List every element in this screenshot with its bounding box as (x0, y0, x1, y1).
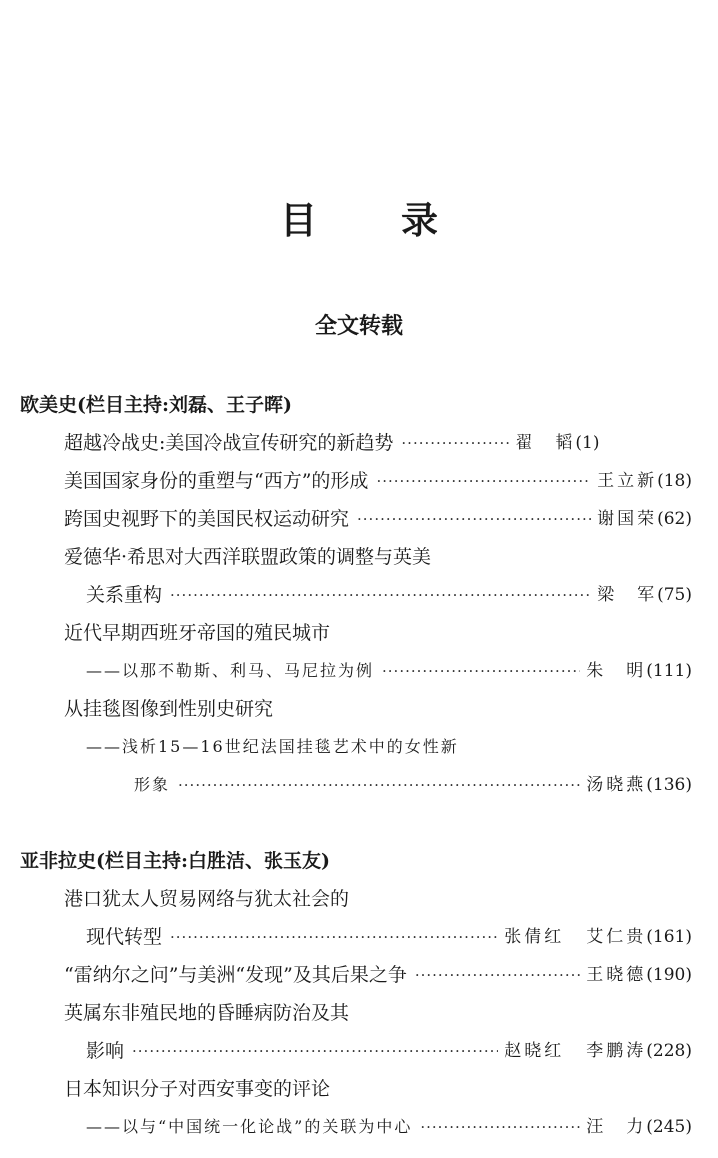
toc-entry[interactable] (64, 960, 692, 990)
toc-entry-line1[interactable] (64, 884, 692, 914)
entry-page: (136) (646, 775, 692, 795)
title-char-left: 目 (280, 198, 317, 242)
toc-entry-line2[interactable] (86, 1036, 692, 1066)
leader-dots (178, 770, 580, 800)
leader-dots (420, 1112, 580, 1142)
page-title (0, 198, 718, 242)
toc-entry-line2[interactable] (86, 732, 692, 762)
entry-subtitle: ——以与“中国统一化论战”的关联为中心 (86, 1117, 413, 1136)
toc-entry-line2[interactable] (86, 656, 692, 686)
leader-dots (170, 922, 498, 952)
entry-title-cont: 现代转型 (86, 926, 163, 948)
entry-author: 朱 明 (586, 661, 647, 681)
leader-dots (376, 466, 591, 496)
entry-title: 爱德华·希思对大西洋联盟政策的调整与英美 (64, 546, 432, 568)
toc-entry-line1[interactable] (64, 542, 692, 572)
entry-page: (1) (575, 433, 600, 453)
entry-author: 张倩红 (504, 927, 565, 947)
title-char-right: 录 (401, 198, 438, 242)
leader-dots (132, 1036, 498, 1066)
entry-page: (111) (646, 661, 692, 681)
toc-entry[interactable] (64, 466, 692, 496)
leader-dots (401, 428, 509, 458)
entry-subtitle: ——以那不勒斯、利马、马尼拉为例 (86, 661, 375, 680)
leader-dots (357, 504, 591, 534)
entry-author: 汪 力 (586, 1117, 647, 1137)
entry-author: 谢国荣 (597, 509, 658, 529)
entry-page: (161) (646, 927, 692, 947)
entry-title: 美国国家身份的重塑与“西方”的形成 (64, 470, 369, 492)
entry-title: “雷纳尔之问”与美洲“发现”及其后果之争 (64, 964, 407, 986)
section-heading: 欧美史(栏目主持:刘磊、王子晖) (20, 394, 292, 416)
entry-title: 日本知识分子对西安事变的评论 (64, 1078, 331, 1100)
entry-author-2: 李鹏涛 (586, 1041, 647, 1061)
entry-author: 赵晓红 (504, 1041, 565, 1061)
toc-entry[interactable] (64, 504, 692, 534)
entry-subtitle-cont: 形象 (134, 775, 171, 794)
entry-title: 近代早期西班牙帝国的殖民城市 (64, 622, 331, 644)
entry-subtitle: ——浅析15—16世纪法国挂毯艺术中的女性新 (86, 737, 459, 756)
toc-entry-line1[interactable] (64, 998, 692, 1028)
entry-title: 英属东非殖民地的昏睡病防治及其 (64, 1002, 350, 1024)
entry-author: 王晓德 (586, 965, 647, 985)
toc-entry-line3[interactable] (134, 770, 692, 800)
entry-page: (18) (657, 471, 692, 491)
toc-entry-line2[interactable] (86, 580, 692, 610)
leader-dots (415, 960, 580, 990)
entry-page: (228) (646, 1041, 692, 1061)
entry-title: 超越冷战史:美国冷战宣传研究的新趋势 (64, 432, 394, 454)
toc-entry-line1[interactable] (64, 618, 692, 648)
entry-title-cont: 影响 (86, 1040, 125, 1062)
page-subtitle: 全文转载 (314, 314, 403, 339)
entry-author: 王立新 (597, 471, 658, 491)
entry-title: 港口犹太人贸易网络与犹太社会的 (64, 888, 350, 910)
toc-entry-line2[interactable] (86, 1112, 692, 1142)
entry-page: (190) (646, 965, 692, 985)
leader-dots (170, 580, 591, 610)
toc-entry[interactable] (64, 428, 692, 458)
entry-title: 跨国史视野下的美国民权运动研究 (64, 508, 350, 530)
toc-entry-line1[interactable] (64, 694, 692, 724)
toc-entry-line2[interactable] (86, 922, 692, 952)
leader-dots (382, 656, 580, 686)
entry-page: (62) (657, 509, 692, 529)
entry-author-2: 艾仁贵 (586, 927, 647, 947)
entry-title: 从挂毯图像到性别史研究 (64, 698, 274, 720)
entry-title-cont: 关系重构 (86, 584, 163, 606)
entry-author: 梁 军 (597, 585, 658, 605)
entry-author: 汤晓燕 (586, 775, 647, 795)
entry-page: (75) (657, 585, 692, 605)
toc-entry-line1[interactable] (64, 1074, 692, 1104)
entry-page: (245) (646, 1117, 692, 1137)
section-heading: 亚非拉史(栏目主持:白胜洁、张玉友) (20, 850, 330, 872)
entry-author: 翟 韬 (515, 433, 576, 453)
